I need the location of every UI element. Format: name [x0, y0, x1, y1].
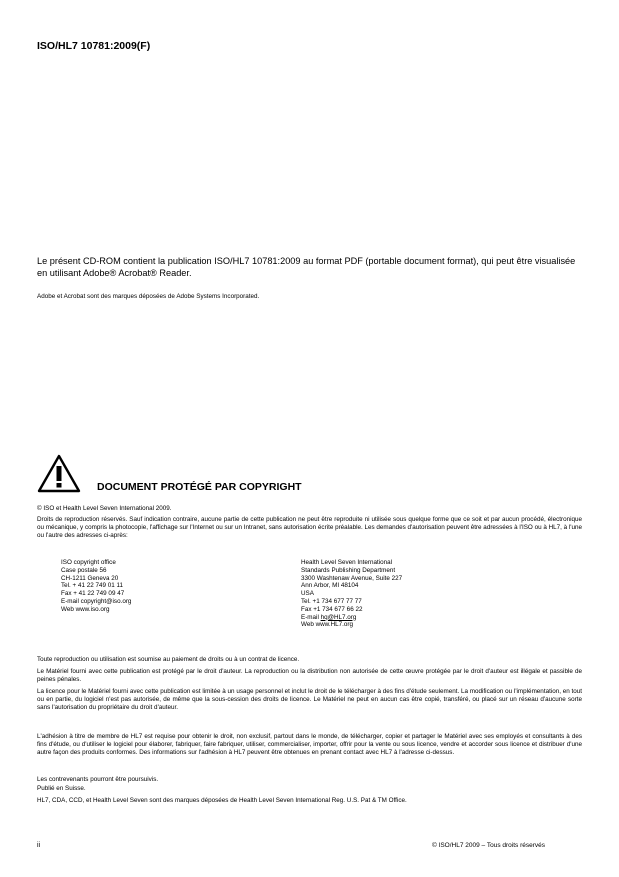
- paragraph-payment: Toute reproduction ou utilisation est soumise au paiement de droits ou à un contrat de licence.: [37, 656, 300, 663]
- hl7-org: Health Level Seven International: [301, 559, 393, 566]
- hl7-web: Web www.HL7.org: [301, 621, 354, 629]
- paragraph-license: La licence pour le Matériel fourni avec cette publication est limitée à un usage personnel et inclut le droit de le télécharger à des fins d'étude seulement. La modification ou l'implémentation, en tout ou en partie, du logiciel n'est pas autorisée, de même que la sous-cession des droits de licence. Le Matériel ne peut en aucun cas être copié, transféré, ou placé sur un réseau d'aucune sorte sans l'autorisation du propriétaire du droit d'auteur.: [37, 688, 582, 711]
- hl7-country: USA: [301, 590, 314, 598]
- hl7-fax: Fax +1 734 677 66 22: [301, 605, 363, 613]
- paragraph-hl7-trademarks: HL7, CDA, CCD, et Health Level Seven sont des marques déposées de Health Level Seven International Reg. U.S. Pat & TM Office.: [37, 797, 407, 804]
- copyright-notice: © ISO et Health Level Seven International 2009.: [37, 505, 172, 512]
- hl7-street: 3300 Washtenaw Avenue, Suite 227: [301, 574, 403, 582]
- hl7-email-label: E-mail: [301, 613, 321, 621]
- iso-contact-block: [61, 559, 131, 614]
- hl7-email-line: [301, 614, 402, 622]
- hl7-tel: Tel. +1 734 677 77 77: [301, 597, 362, 605]
- iso-office: ISO copyright office: [61, 559, 116, 566]
- copyright-title: DOCUMENT PROTÉGÉ PAR COPYRIGHT: [97, 481, 302, 493]
- footer-rights: © ISO/HL7 2009 – Tous droits réservés: [431, 842, 545, 849]
- hl7-dept: Standards Publishing Department: [301, 566, 396, 574]
- document-code: ISO/HL7 10781:2009(F): [37, 40, 151, 52]
- warning-icon: [37, 454, 81, 494]
- page-number: ii: [37, 842, 41, 849]
- cdrom-notice: Le présent CD-ROM contient la publication ISO/HL7 10781:2009 au format PDF (portable document format), qui peut être visualisée en utilisant Adobe® Acrobat® Reader.: [37, 256, 576, 278]
- paragraph-protection: Le Matériel fourni avec cette publication est protégé par le droit d'auteur. La reproduction ou la distribution non autorisée de cette œuvre protégée par le droit d'auteur est illégale et passible de peines pénales.: [37, 668, 582, 683]
- iso-email: E-mail copyright@iso.org: [61, 597, 132, 605]
- hl7-email-link[interactable]: hq@HL7.org: [320, 613, 357, 621]
- iso-fax: Fax + 41 22 749 09 47: [61, 590, 125, 598]
- adobe-trademark-note: Adobe et Acrobat sont des marques déposées de Adobe Systems Incorporated.: [37, 293, 260, 300]
- iso-web: Web www.iso.org: [61, 605, 110, 613]
- reproduction-rights: Droits de reproduction réservés. Sauf indication contraire, aucune partie de cette publication ne peut être reproduite ni utilisée sous quelque forme que ce soit et par aucun procédé, électronique ou mécanique, y compris la photocopie, l'affichage sur l'Internet ou sur un Intranet, sans autorisation écrite préalable. Les demandes d'autorisation peuvent être adressées à l'ISO ou à HL7, à l'une ou l'autre des adresses ci-après:: [37, 516, 582, 539]
- paragraph-membership: L'adhésion à titre de membre de HL7 est requise pour obtenir le droit, non exclusif, partout dans le monde, de télécharger, copier et partager le Matériel avec ses employés et consultants à des fins d'étude, ou d'utiliser le logiciel pour élaborer, fabriquer, faire fabriquer, utiliser, commercialiser, importer, offrir pour la vente ou sous licence, vendre et accorder sous licence et distribuer d'une autre façon des produits conformes. Des informations sur l'adhésion à HL7 peuvent être obtenues en prenant contact avec HL7 à l'adresse ci-dessus.: [37, 733, 582, 756]
- hl7-city: Ann Arbor, MI 48104: [301, 582, 359, 590]
- iso-tel: Tel. + 41 22 749 01 11: [61, 582, 124, 590]
- paragraph-published: Publié en Suisse.: [37, 785, 86, 792]
- hl7-contact-block: [301, 559, 402, 629]
- iso-city: CH-1211 Geneva 20: [61, 574, 119, 582]
- paragraph-infringers: Les contrevenants pourront être poursuivis.: [37, 776, 159, 783]
- iso-postal: Case postale 56: [61, 566, 107, 574]
